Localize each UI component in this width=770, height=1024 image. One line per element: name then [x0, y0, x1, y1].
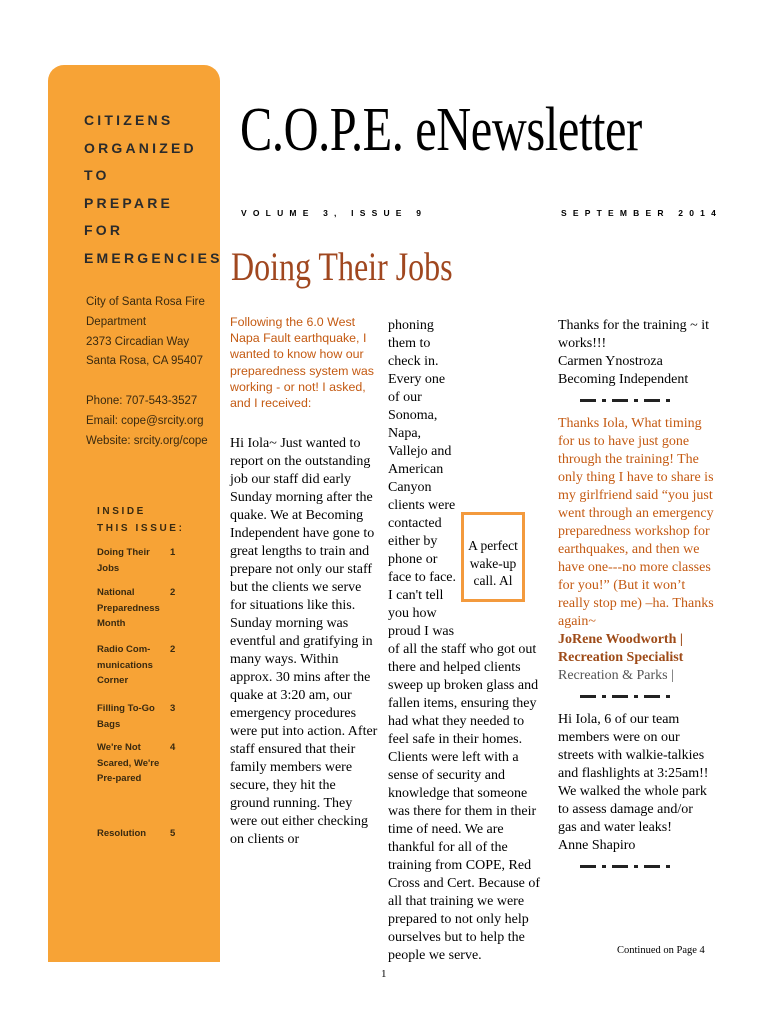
toc-item[interactable] [97, 740, 197, 787]
toc-item[interactable] [97, 545, 197, 576]
dash-divider [580, 859, 680, 873]
message-signature: Carmen Ynostroza [558, 354, 663, 369]
message-signature-title: Recreation Specialist [558, 650, 684, 665]
newsletter-title: C.O.P.E. eNewsletter [240, 96, 642, 164]
issue-date: SEPTEMBER 2014 [561, 208, 722, 218]
article-column-2 [388, 317, 543, 965]
article-headline: Doing Their Jobs [231, 244, 453, 289]
toc-item[interactable] [97, 701, 197, 732]
message-signature: JoRene Woodworth | [558, 632, 683, 647]
article-column-1 [230, 314, 378, 849]
volume-issue: VOLUME 3, ISSUE 9 [241, 208, 428, 218]
message-text: Thanks Iola, What timing for us to have just gone through the training! The only thing I have to share is my girlfriend said “you just went through an emergency preparedness workshop for earthquakes, and then we have one---no more classes for you!” (But it won’t really stop me) –ha. Thanks again~ [558, 416, 714, 629]
inside-heading-line: THIS ISSUE: [97, 523, 185, 534]
article-column-3 [558, 317, 715, 881]
org-name [84, 107, 223, 272]
message-text: Thanks for the training ~ it works!!! [558, 318, 710, 351]
toc-page: 4 [170, 742, 176, 753]
contact-phone: Phone: 707-543-3527 [86, 394, 198, 407]
org-line: PREPARE FOR [84, 194, 174, 238]
message-signature-dept: Recreation & Parks | [558, 668, 674, 683]
message-signature-org: Becoming Independent [558, 372, 689, 387]
contact-website[interactable]: Website: srcity.org/cope [86, 434, 208, 447]
toc-title: Resolution [97, 828, 147, 839]
article-lead: Following the 6.0 West Napa Fault earthquake, I wanted to know how our preparedness system was working - or not! I asked, and I received: [230, 315, 374, 411]
contact-line: City of Santa Rosa Fire [86, 296, 205, 308]
toc-page: 3 [170, 703, 176, 714]
inside-heading [97, 503, 185, 537]
inside-heading-line: INSIDE [97, 506, 146, 517]
article-body: Hi Iola~ Just wanted to report on the outstanding job our staff did early Sunday morning after the quake. We at Becoming Independent have gone to great lengths to train and prepare not only our staff but the clients we serve for situations like this. Sunday morning was eventful and gratifying in many ways. Within approx. 30 mins after the quake at 3:20 am, our emergency procedures were put into action. After staff ensured that their family members were secure, they hit the ground running. They were out either checking on clients or [230, 436, 378, 848]
dash-divider [580, 689, 680, 703]
toc-title: We're Not Scared, We're Pre-pared [97, 742, 160, 784]
toc-page: 2 [170, 644, 176, 655]
message-text: Hi Iola, 6 of our team members were on our streets with walkie-talkies and flashlights at 3:25am!! We walked the whole park to assess damage and/or gas and water leaks! [558, 712, 709, 835]
toc-title: National Preparedness Month [97, 587, 160, 629]
pull-quote: A perfect wake-up call. Al [461, 512, 525, 602]
contact-line: 2373 Circadian Way [86, 335, 190, 348]
org-line: CITIZENS [84, 112, 174, 128]
page-number: 1 [381, 968, 387, 980]
org-line: ORGANIZED TO [84, 139, 197, 183]
continued-note: Continued on Page 4 [617, 945, 705, 956]
toc-item[interactable] [97, 826, 197, 842]
contact-email[interactable]: Email: cope@srcity.org [86, 414, 204, 427]
org-line: EMERGENCIES [84, 249, 223, 266]
contact-line: Department [86, 315, 147, 328]
toc-title: Doing Their Jobs [97, 547, 150, 574]
article-body: phoning them to check in. Every one of our Sonoma, Napa, Vallejo and American Canyon clients were contacted either by phone or face to face. I can't tell you how proud I was of all the staff who got out there and helped clients sweep up broken glass and fallen items, ensuring they had what they needed to feel safe in their homes. Clients were left with a sense of security and knowledge that someone was there for them in their time of need. We are thankful for all of the training from COPE, Red Cross and Cert. Because of all that training we were prepared to not only help ourselves but to help the people we serve. [388, 318, 541, 963]
message-signature: Anne Shapiro [558, 838, 636, 853]
toc-title: Filling To-Go Bags [97, 703, 155, 730]
contact-block [86, 293, 208, 451]
dash-divider [580, 393, 680, 407]
contact-spacer [86, 372, 208, 392]
contact-line: Santa Rosa, CA 95407 [86, 355, 203, 368]
toc-page: 1 [170, 547, 176, 558]
toc-title: Radio Com-munications Corner [97, 644, 153, 686]
toc-item[interactable] [97, 642, 197, 689]
toc-page: 2 [170, 587, 176, 598]
toc-item[interactable] [97, 585, 197, 632]
toc-page: 5 [170, 828, 176, 839]
